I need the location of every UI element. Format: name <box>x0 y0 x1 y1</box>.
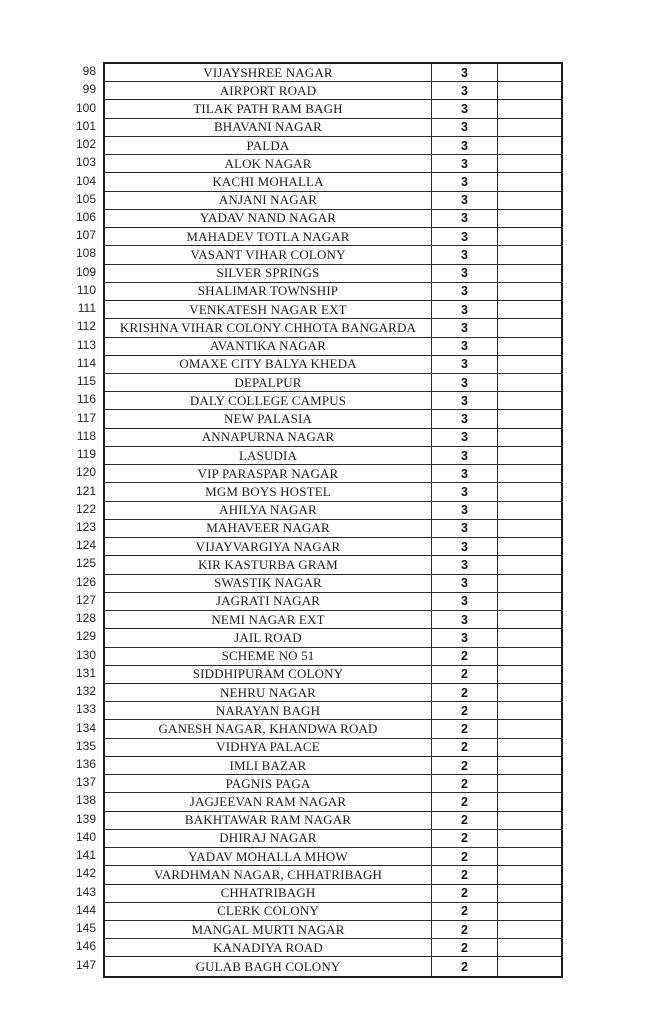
empty-cell <box>498 812 561 829</box>
area-name-cell: LASUDIA <box>105 447 432 464</box>
row-number: 111 <box>77 301 96 316</box>
table-row <box>105 137 561 155</box>
count-cell: 2 <box>432 903 498 920</box>
empty-cell <box>498 757 561 774</box>
row-number: 132 <box>75 684 96 699</box>
row-number: 138 <box>75 793 96 808</box>
empty-cell <box>498 338 561 355</box>
area-name-cell: DALY COLLEGE CAMPUS <box>105 392 432 409</box>
area-name-cell: AVANTIKA NAGAR <box>105 338 432 355</box>
count-cell: 2 <box>432 830 498 847</box>
empty-cell <box>498 228 561 245</box>
area-name-cell: NEW PALASIA <box>105 410 432 427</box>
table-row <box>105 173 561 191</box>
table-row <box>105 866 561 884</box>
table-row <box>105 812 561 830</box>
area-name-cell: AHILYA NAGAR <box>105 502 432 519</box>
area-name-cell: ALOK NAGAR <box>105 155 432 172</box>
table-row <box>105 702 561 720</box>
row-number: 115 <box>76 374 96 389</box>
table-row <box>105 410 561 428</box>
table-row <box>105 957 561 975</box>
table-row <box>105 246 561 264</box>
row-number: 98 <box>82 64 96 79</box>
table-row <box>105 684 561 702</box>
count-cell: 2 <box>432 921 498 938</box>
table-row <box>105 465 561 483</box>
row-number: 147 <box>75 957 96 972</box>
area-name-cell: YADAV MOHALLA MHOW <box>105 848 432 865</box>
area-name-cell: VIJAYVARGIYA NAGAR <box>105 538 432 555</box>
count-cell: 2 <box>432 757 498 774</box>
count-cell: 2 <box>432 866 498 883</box>
table-row <box>105 82 561 100</box>
count-cell: 2 <box>432 885 498 902</box>
row-number: 136 <box>75 757 96 772</box>
row-number: 131 <box>75 665 96 680</box>
count-cell: 3 <box>432 319 498 336</box>
area-name-cell: VARDHMAN NAGAR, CHHATRIBAGH <box>105 866 432 883</box>
area-name-cell: VASANT VIHAR COLONY <box>105 246 432 263</box>
count-cell: 2 <box>432 793 498 810</box>
table-row <box>105 447 561 465</box>
row-number: 146 <box>75 939 96 954</box>
row-number: 145 <box>75 921 96 936</box>
area-name-cell: BAKHTAWAR RAM NAGAR <box>105 812 432 829</box>
area-name-cell: MANGAL MURTI NAGAR <box>105 921 432 938</box>
row-number: 123 <box>75 519 96 534</box>
area-name-cell: MAHADEV TOTLA NAGAR <box>105 228 432 245</box>
count-cell: 2 <box>432 702 498 719</box>
table-row <box>105 666 561 684</box>
empty-cell <box>498 356 561 373</box>
count-cell: 3 <box>432 356 498 373</box>
area-name-cell: TILAK PATH RAM BAGH <box>105 100 432 117</box>
count-cell: 3 <box>432 502 498 519</box>
row-number: 99 <box>82 82 96 97</box>
area-name-cell: JAIL ROAD <box>105 629 432 646</box>
area-name-cell: NEMI NAGAR EXT <box>105 611 432 628</box>
count-cell: 3 <box>432 100 498 117</box>
empty-cell <box>498 775 561 792</box>
table-row <box>105 793 561 811</box>
row-number: 144 <box>75 902 96 917</box>
empty-cell <box>498 666 561 683</box>
row-number: 137 <box>75 775 96 790</box>
empty-cell <box>498 903 561 920</box>
empty-cell <box>498 575 561 592</box>
table-row <box>105 739 561 757</box>
count-cell: 3 <box>432 283 498 300</box>
table-row <box>105 502 561 520</box>
count-cell: 3 <box>432 538 498 555</box>
count-cell: 2 <box>432 957 498 975</box>
count-cell: 2 <box>432 739 498 756</box>
table-row <box>105 64 561 82</box>
count-cell: 3 <box>432 137 498 154</box>
row-number: 139 <box>75 811 96 826</box>
empty-cell <box>498 246 561 263</box>
empty-cell <box>498 173 561 190</box>
count-cell: 2 <box>432 775 498 792</box>
row-number: 107 <box>75 228 96 243</box>
row-number: 125 <box>75 556 96 571</box>
count-cell: 3 <box>432 392 498 409</box>
row-number: 116 <box>76 392 96 407</box>
table-row <box>105 265 561 283</box>
count-cell: 3 <box>432 429 498 446</box>
row-number: 129 <box>75 629 96 644</box>
row-number: 122 <box>75 501 96 516</box>
area-name-cell: ANNAPURNA NAGAR <box>105 429 432 446</box>
table-row <box>105 429 561 447</box>
empty-cell <box>498 319 561 336</box>
row-number: 143 <box>75 884 96 899</box>
area-name-cell: BHAVANI NAGAR <box>105 119 432 136</box>
empty-cell <box>498 885 561 902</box>
empty-cell <box>498 155 561 172</box>
row-number: 119 <box>76 447 96 462</box>
table-row <box>105 319 561 337</box>
empty-cell <box>498 556 561 573</box>
table-row <box>105 301 561 319</box>
count-cell: 3 <box>432 629 498 646</box>
empty-cell <box>498 465 561 482</box>
area-name-cell: SCHEME NO 51 <box>105 648 432 665</box>
area-name-cell: YADAV NAND NAGAR <box>105 210 432 227</box>
empty-cell <box>498 720 561 737</box>
empty-cell <box>498 82 561 99</box>
table-row <box>105 885 561 903</box>
area-name-cell: GANESH NAGAR, KHANDWA ROAD <box>105 720 432 737</box>
row-number: 130 <box>75 647 96 662</box>
empty-cell <box>498 611 561 628</box>
table-row <box>105 100 561 118</box>
row-number: 112 <box>76 319 96 334</box>
area-name-cell: IMLI BAZAR <box>105 757 432 774</box>
count-cell: 3 <box>432 228 498 245</box>
count-cell: 3 <box>432 520 498 537</box>
empty-cell <box>498 830 561 847</box>
count-cell: 3 <box>432 265 498 282</box>
count-cell: 3 <box>432 410 498 427</box>
count-cell: 3 <box>432 593 498 610</box>
table-row <box>105 192 561 210</box>
count-cell: 3 <box>432 556 498 573</box>
count-cell: 3 <box>432 64 498 81</box>
area-name-cell: VENKATESH NAGAR EXT <box>105 301 432 318</box>
table-row <box>105 757 561 775</box>
count-cell: 2 <box>432 720 498 737</box>
row-number: 114 <box>76 355 96 370</box>
row-number: 135 <box>75 738 96 753</box>
table-row <box>105 283 561 301</box>
count-cell: 3 <box>432 447 498 464</box>
area-name-cell: NEHRU NAGAR <box>105 684 432 701</box>
row-number: 121 <box>75 483 96 498</box>
area-name-cell: CHHATRIBAGH <box>105 885 432 902</box>
row-number: 140 <box>75 829 96 844</box>
area-name-cell: JAGRATI NAGAR <box>105 593 432 610</box>
table-row <box>105 921 561 939</box>
row-number: 104 <box>75 173 96 188</box>
area-name-cell: KIR KASTURBA GRAM <box>105 556 432 573</box>
empty-cell <box>498 939 561 956</box>
count-cell: 3 <box>432 374 498 391</box>
table-row <box>105 374 561 392</box>
empty-cell <box>498 283 561 300</box>
area-name-cell: ANJANI NAGAR <box>105 192 432 209</box>
count-cell: 3 <box>432 119 498 136</box>
row-numbers-column <box>0 62 100 974</box>
empty-cell <box>498 793 561 810</box>
table-row <box>105 483 561 501</box>
row-number: 113 <box>76 337 96 352</box>
empty-cell <box>498 921 561 938</box>
locality-count-table <box>103 62 563 978</box>
empty-cell <box>498 502 561 519</box>
count-cell: 3 <box>432 82 498 99</box>
empty-cell <box>498 100 561 117</box>
count-cell: 2 <box>432 666 498 683</box>
count-cell: 2 <box>432 812 498 829</box>
area-name-cell: NARAYAN BAGH <box>105 702 432 719</box>
count-cell: 3 <box>432 465 498 482</box>
table-row <box>105 392 561 410</box>
row-number: 108 <box>75 246 96 261</box>
empty-cell <box>498 629 561 646</box>
empty-cell <box>498 265 561 282</box>
count-cell: 3 <box>432 483 498 500</box>
table-row <box>105 775 561 793</box>
area-name-cell: CLERK COLONY <box>105 903 432 920</box>
count-cell: 3 <box>432 575 498 592</box>
empty-cell <box>498 593 561 610</box>
empty-cell <box>498 410 561 427</box>
row-number: 133 <box>75 702 96 717</box>
table-row <box>105 575 561 593</box>
row-number: 105 <box>75 191 96 206</box>
area-name-cell: SILVER SPRINGS <box>105 265 432 282</box>
empty-cell <box>498 702 561 719</box>
count-cell: 3 <box>432 338 498 355</box>
area-name-cell: OMAXE CITY BALYA KHEDA <box>105 356 432 373</box>
empty-cell <box>498 848 561 865</box>
table-row <box>105 538 561 556</box>
empty-cell <box>498 447 561 464</box>
empty-cell <box>498 374 561 391</box>
area-name-cell: PAGNIS PAGA <box>105 775 432 792</box>
row-number: 100 <box>75 100 96 115</box>
area-name-cell: MGM BOYS HOSTEL <box>105 483 432 500</box>
area-name-cell: SWASTIK NAGAR <box>105 575 432 592</box>
count-cell: 2 <box>432 684 498 701</box>
row-number: 118 <box>76 428 96 443</box>
row-number: 128 <box>75 611 96 626</box>
table-row <box>105 119 561 137</box>
area-name-cell: MAHAVEER NAGAR <box>105 520 432 537</box>
count-cell: 3 <box>432 192 498 209</box>
count-cell: 3 <box>432 173 498 190</box>
row-number: 120 <box>75 465 96 480</box>
empty-cell <box>498 866 561 883</box>
table-row <box>105 720 561 738</box>
empty-cell <box>498 137 561 154</box>
empty-cell <box>498 301 561 318</box>
row-number: 109 <box>75 264 96 279</box>
empty-cell <box>498 520 561 537</box>
empty-cell <box>498 957 561 975</box>
row-number: 101 <box>75 118 96 133</box>
table-row <box>105 228 561 246</box>
area-name-cell: PALDA <box>105 137 432 154</box>
area-name-cell: DHIRAJ NAGAR <box>105 830 432 847</box>
area-name-cell: VIDHYA PALACE <box>105 739 432 756</box>
area-name-cell: KRISHNA VIHAR COLONY CHHOTA BANGARDA <box>105 319 432 336</box>
table-row <box>105 556 561 574</box>
row-number: 127 <box>75 592 96 607</box>
table-row <box>105 338 561 356</box>
row-number: 102 <box>75 137 96 152</box>
area-name-cell: JAGJEEVAN RAM NAGAR <box>105 793 432 810</box>
area-name-cell: VIJAYSHREE NAGAR <box>105 64 432 81</box>
row-number: 134 <box>75 720 96 735</box>
empty-cell <box>498 429 561 446</box>
empty-cell <box>498 648 561 665</box>
count-cell: 2 <box>432 848 498 865</box>
table-row <box>105 903 561 921</box>
count-cell: 3 <box>432 246 498 263</box>
area-name-cell: DEPALPUR <box>105 374 432 391</box>
count-cell: 2 <box>432 648 498 665</box>
row-number: 117 <box>76 410 96 425</box>
table-row <box>105 830 561 848</box>
table-row <box>105 848 561 866</box>
row-number: 126 <box>75 574 96 589</box>
empty-cell <box>498 192 561 209</box>
table-row <box>105 210 561 228</box>
row-number: 106 <box>75 209 96 224</box>
count-cell: 3 <box>432 301 498 318</box>
table-row <box>105 939 561 957</box>
empty-cell <box>498 538 561 555</box>
table-row <box>105 356 561 374</box>
table-row <box>105 648 561 666</box>
row-number: 142 <box>75 866 96 881</box>
empty-cell <box>498 483 561 500</box>
table-row <box>105 611 561 629</box>
empty-cell <box>498 392 561 409</box>
area-name-cell: VIP PARASPAR NAGAR <box>105 465 432 482</box>
table-row <box>105 520 561 538</box>
empty-cell <box>498 119 561 136</box>
count-cell: 2 <box>432 939 498 956</box>
empty-cell <box>498 64 561 81</box>
area-name-cell: KANADIYA ROAD <box>105 939 432 956</box>
table-row <box>105 593 561 611</box>
area-name-cell: AIRPORT ROAD <box>105 82 432 99</box>
empty-cell <box>498 684 561 701</box>
row-number: 110 <box>76 282 96 297</box>
area-name-cell: GULAB BAGH COLONY <box>105 957 432 975</box>
row-number: 141 <box>75 848 96 863</box>
table-row <box>105 155 561 173</box>
empty-cell <box>498 210 561 227</box>
area-name-cell: KACHI MOHALLA <box>105 173 432 190</box>
area-name-cell: SIDDHIPURAM COLONY <box>105 666 432 683</box>
area-name-cell: SHALIMAR TOWNSHIP <box>105 283 432 300</box>
row-number: 103 <box>75 155 96 170</box>
count-cell: 3 <box>432 155 498 172</box>
table-row <box>105 629 561 647</box>
count-cell: 3 <box>432 611 498 628</box>
row-number: 124 <box>75 538 96 553</box>
count-cell: 3 <box>432 210 498 227</box>
empty-cell <box>498 739 561 756</box>
